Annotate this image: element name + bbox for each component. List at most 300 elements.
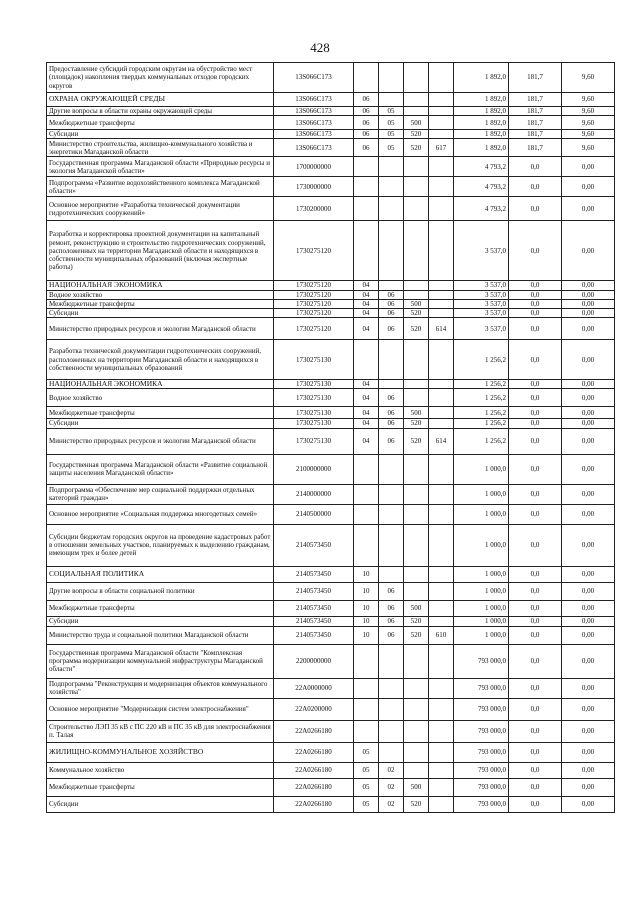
- executed-amount: 0,0: [509, 157, 562, 177]
- expense-type-code: [404, 177, 429, 197]
- expense-type-code: [404, 678, 429, 698]
- executed-amount: 0,0: [509, 177, 562, 197]
- expense-type-code: 520: [404, 626, 429, 644]
- executed-amount: 0,0: [509, 644, 562, 678]
- expense-type-code: [404, 742, 429, 762]
- expense-type-code: 500: [404, 778, 429, 796]
- table-row: [47, 600, 615, 616]
- table-row: [47, 720, 615, 742]
- row-name: Разработка и корректировка проектной документации на капитальный ремонт, реконструкцию и строительство гидротехнических сооружений, расположенных на территории Магаданской области и находящихся в собственности муниципальных образований (включая экспертные работы): [47, 221, 274, 281]
- subsection-code: 02: [379, 778, 404, 796]
- execution-percent: 0,00: [562, 340, 615, 380]
- executed-amount: 181,7: [509, 139, 562, 157]
- administrator-code: [429, 796, 454, 812]
- executed-amount: 0,0: [509, 340, 562, 380]
- approved-amount: 793 000,0: [454, 796, 509, 812]
- execution-percent: 0,00: [562, 197, 615, 221]
- subsection-code: 05: [379, 130, 404, 139]
- row-name: ЖИЛИЩНО-КОММУНАЛЬНОЕ ХОЗЯЙСТВО: [47, 742, 274, 762]
- expense-type-code: 520: [404, 616, 429, 626]
- approved-amount: 1 000,0: [454, 504, 509, 524]
- section-code: [354, 340, 379, 380]
- target-article-code: 1730275130: [274, 407, 354, 419]
- target-article-code: 22A0266180: [274, 742, 354, 762]
- execution-percent: 0,00: [562, 796, 615, 812]
- subsection-code: [379, 197, 404, 221]
- target-article-code: 13S066C173: [274, 139, 354, 157]
- expense-type-code: [404, 281, 429, 290]
- row-name: Субсидии: [47, 130, 274, 139]
- row-name: Основное мероприятие «Разработка технической документации гидротехнических сооружений»: [47, 197, 274, 221]
- expense-type-code: [404, 484, 429, 504]
- administrator-code: [429, 281, 454, 290]
- expense-type-code: [404, 698, 429, 720]
- target-article-code: 22A0266180: [274, 778, 354, 796]
- expense-type-code: [404, 389, 429, 407]
- table-row: [47, 698, 615, 720]
- row-name: Предоставление субсидий городским округам на обустройство мест (площадок) накопления твердых коммунальных отходов городских округов: [47, 63, 274, 93]
- approved-amount: 1 256,2: [454, 407, 509, 419]
- approved-amount: 3 537,0: [454, 309, 509, 318]
- administrator-code: [429, 93, 454, 107]
- execution-percent: 0,00: [562, 221, 615, 281]
- table-row: [47, 644, 615, 678]
- execution-percent: 9,60: [562, 130, 615, 139]
- subsection-code: [379, 504, 404, 524]
- subsection-code: 02: [379, 796, 404, 812]
- table-row: [47, 177, 615, 197]
- administrator-code: 614: [429, 318, 454, 340]
- section-code: 10: [354, 626, 379, 644]
- approved-amount: 1 000,0: [454, 582, 509, 600]
- execution-percent: 9,60: [562, 63, 615, 93]
- execution-percent: 0,00: [562, 290, 615, 299]
- table-row: [47, 389, 615, 407]
- subsection-code: [379, 281, 404, 290]
- target-article-code: 22A0200000: [274, 698, 354, 720]
- expense-type-code: 520: [404, 139, 429, 157]
- approved-amount: 1 256,2: [454, 419, 509, 428]
- execution-percent: 0,00: [562, 742, 615, 762]
- approved-amount: 4 793,2: [454, 197, 509, 221]
- target-article-code: 1730275120: [274, 318, 354, 340]
- execution-percent: 0,00: [562, 281, 615, 290]
- administrator-code: [429, 309, 454, 318]
- approved-amount: 1 892,0: [454, 116, 509, 130]
- target-article-code: 1730275120: [274, 309, 354, 318]
- section-code: 06: [354, 130, 379, 139]
- table-row: [47, 566, 615, 582]
- row-name: Другие вопросы в области социальной политики: [47, 582, 274, 600]
- expense-type-code: [404, 762, 429, 778]
- table-row: [47, 107, 615, 116]
- execution-percent: 0,00: [562, 600, 615, 616]
- execution-percent: 0,00: [562, 309, 615, 318]
- table-row: [47, 318, 615, 340]
- row-name: НАЦИОНАЛЬНАЯ ЭКОНОМИКА: [47, 281, 274, 290]
- executed-amount: 181,7: [509, 107, 562, 116]
- administrator-code: [429, 340, 454, 380]
- executed-amount: 0,0: [509, 389, 562, 407]
- section-code: [354, 484, 379, 504]
- executed-amount: 0,0: [509, 566, 562, 582]
- executed-amount: 0,0: [509, 221, 562, 281]
- subsection-code: [379, 644, 404, 678]
- executed-amount: 0,0: [509, 720, 562, 742]
- expense-type-code: 500: [404, 116, 429, 130]
- administrator-code: [429, 720, 454, 742]
- target-article-code: 1730275120: [274, 281, 354, 290]
- section-code: 10: [354, 566, 379, 582]
- approved-amount: 3 537,0: [454, 221, 509, 281]
- target-article-code: 1730275130: [274, 419, 354, 428]
- row-name: Субсидии бюджетам городских округов на проведение кадастровых работ в отношении земельных участков, планируемых к выделению гражданам, имеющим трех и более детей: [47, 524, 274, 566]
- row-name: Водное хозяйство: [47, 290, 274, 299]
- expense-type-code: [404, 63, 429, 93]
- administrator-code: [429, 742, 454, 762]
- executed-amount: 0,0: [509, 796, 562, 812]
- subsection-code: [379, 720, 404, 742]
- target-article-code: 22A0266180: [274, 796, 354, 812]
- table-row: [47, 778, 615, 796]
- section-code: [354, 177, 379, 197]
- administrator-code: [429, 644, 454, 678]
- section-code: 04: [354, 407, 379, 419]
- approved-amount: 1 892,0: [454, 63, 509, 93]
- expense-type-code: [404, 644, 429, 678]
- executed-amount: 0,0: [509, 380, 562, 389]
- administrator-code: [429, 762, 454, 778]
- administrator-code: [429, 407, 454, 419]
- approved-amount: 1 892,0: [454, 139, 509, 157]
- execution-percent: 0,00: [562, 720, 615, 742]
- subsection-code: [379, 221, 404, 281]
- approved-amount: 3 537,0: [454, 318, 509, 340]
- table-row: [47, 93, 615, 107]
- table-row: [47, 678, 615, 698]
- expense-type-code: [404, 566, 429, 582]
- row-name: Коммунальное хозяйство: [47, 762, 274, 778]
- administrator-code: [429, 63, 454, 93]
- execution-percent: 0,00: [562, 582, 615, 600]
- approved-amount: 1 000,0: [454, 566, 509, 582]
- subsection-code: 06: [379, 407, 404, 419]
- table-row: [47, 380, 615, 389]
- expense-type-code: [404, 221, 429, 281]
- expense-type-code: 500: [404, 407, 429, 419]
- row-name: Государственная программа Магаданской области «Развитие социальной защиты населения Магаданской области»: [47, 454, 274, 484]
- row-name: Межбюджетные трансферты: [47, 116, 274, 130]
- subsection-code: [379, 678, 404, 698]
- expense-type-code: [404, 454, 429, 484]
- table-row: [47, 197, 615, 221]
- subsection-code: [379, 454, 404, 484]
- approved-amount: 793 000,0: [454, 778, 509, 796]
- subsection-code: 02: [379, 762, 404, 778]
- administrator-code: [429, 454, 454, 484]
- table-row: [47, 116, 615, 130]
- row-name: Межбюджетные трансферты: [47, 299, 274, 308]
- target-article-code: 13S066C173: [274, 116, 354, 130]
- section-code: [354, 524, 379, 566]
- expense-type-code: [404, 290, 429, 299]
- executed-amount: 0,0: [509, 524, 562, 566]
- execution-percent: 0,00: [562, 428, 615, 454]
- section-code: [354, 698, 379, 720]
- administrator-code: 614: [429, 428, 454, 454]
- table-row: [47, 484, 615, 504]
- section-code: 04: [354, 299, 379, 308]
- administrator-code: [429, 698, 454, 720]
- expense-type-code: 520: [404, 318, 429, 340]
- section-code: [354, 197, 379, 221]
- row-name: Субсидии: [47, 419, 274, 428]
- executed-amount: 181,7: [509, 130, 562, 139]
- subsection-code: 06: [379, 389, 404, 407]
- target-article-code: 1730275120: [274, 290, 354, 299]
- expense-type-code: [404, 93, 429, 107]
- target-article-code: 1730275120: [274, 299, 354, 308]
- executed-amount: 0,0: [509, 600, 562, 616]
- administrator-code: [429, 484, 454, 504]
- administrator-code: [429, 197, 454, 221]
- execution-percent: 0,00: [562, 299, 615, 308]
- administrator-code: [429, 419, 454, 428]
- execution-percent: 0,00: [562, 566, 615, 582]
- row-name: Межбюджетные трансферты: [47, 600, 274, 616]
- administrator-code: [429, 290, 454, 299]
- subsection-code: [379, 63, 404, 93]
- row-name: Строительство ЛЭП 35 кВ с ПС 220 кВ и ПС 35 кВ для электроснабжения п. Талая: [47, 720, 274, 742]
- target-article-code: 2200000000: [274, 644, 354, 678]
- approved-amount: 793 000,0: [454, 762, 509, 778]
- subsection-code: [379, 93, 404, 107]
- subsection-code: [379, 380, 404, 389]
- subsection-code: 06: [379, 309, 404, 318]
- subsection-code: 05: [379, 139, 404, 157]
- table-row: [47, 419, 615, 428]
- administrator-code: [429, 600, 454, 616]
- expense-type-code: 520: [404, 130, 429, 139]
- table-row: [47, 221, 615, 281]
- execution-percent: 9,60: [562, 107, 615, 116]
- execution-percent: 0,00: [562, 626, 615, 644]
- executed-amount: 181,7: [509, 93, 562, 107]
- subsection-code: 06: [379, 419, 404, 428]
- executed-amount: 0,0: [509, 504, 562, 524]
- administrator-code: [429, 380, 454, 389]
- table-row: [47, 742, 615, 762]
- target-article-code: 1730275120: [274, 221, 354, 281]
- section-code: 04: [354, 281, 379, 290]
- row-name: Межбюджетные трансферты: [47, 407, 274, 419]
- table-body: [47, 63, 615, 813]
- row-name: Другие вопросы в области охраны окружающей среды: [47, 107, 274, 116]
- executed-amount: 0,0: [509, 762, 562, 778]
- target-article-code: 1730000000: [274, 177, 354, 197]
- table-row: [47, 157, 615, 177]
- subsection-code: [379, 340, 404, 380]
- executed-amount: 181,7: [509, 63, 562, 93]
- administrator-code: [429, 524, 454, 566]
- target-article-code: 2140573450: [274, 582, 354, 600]
- target-article-code: 1730275130: [274, 340, 354, 380]
- row-name: Основное мероприятие «Социальная поддержка многодетных семей»: [47, 504, 274, 524]
- section-code: 04: [354, 389, 379, 407]
- execution-percent: 9,60: [562, 93, 615, 107]
- executed-amount: 0,0: [509, 678, 562, 698]
- target-article-code: 13S066C173: [274, 93, 354, 107]
- expense-type-code: [404, 157, 429, 177]
- approved-amount: 793 000,0: [454, 644, 509, 678]
- target-article-code: 22A0266180: [274, 720, 354, 742]
- table-row: [47, 428, 615, 454]
- section-code: 04: [354, 419, 379, 428]
- approved-amount: 1 256,2: [454, 380, 509, 389]
- row-name: ОХРАНА ОКРУЖАЮЩЕЙ СРЕДЫ: [47, 93, 274, 107]
- approved-amount: 3 537,0: [454, 281, 509, 290]
- administrator-code: [429, 678, 454, 698]
- execution-percent: 0,00: [562, 778, 615, 796]
- table-row: [47, 524, 615, 566]
- section-code: 04: [354, 290, 379, 299]
- execution-percent: 0,00: [562, 157, 615, 177]
- executed-amount: 0,0: [509, 582, 562, 600]
- administrator-code: [429, 582, 454, 600]
- approved-amount: 3 537,0: [454, 299, 509, 308]
- row-name: Разработка технической документации гидротехнических сооружений, расположенных на территории Магаданской области и находящихся в собственности муниципальных образований: [47, 340, 274, 380]
- subsection-code: [379, 157, 404, 177]
- approved-amount: 4 793,2: [454, 177, 509, 197]
- row-name: Подпрограмма "Реконструкция и модернизация объектов коммунального хозяйства": [47, 678, 274, 698]
- execution-percent: 0,00: [562, 389, 615, 407]
- subsection-code: [379, 484, 404, 504]
- table-row: [47, 626, 615, 644]
- target-article-code: 13S066C173: [274, 107, 354, 116]
- section-code: [354, 221, 379, 281]
- row-name: Государственная программа Магаданской области «Природные ресурсы и экология Магаданской области»: [47, 157, 274, 177]
- executed-amount: 0,0: [509, 281, 562, 290]
- executed-amount: 0,0: [509, 290, 562, 299]
- execution-percent: 0,00: [562, 762, 615, 778]
- approved-amount: 1 892,0: [454, 93, 509, 107]
- subsection-code: [379, 177, 404, 197]
- subsection-code: 06: [379, 616, 404, 626]
- subsection-code: 06: [379, 299, 404, 308]
- section-code: 04: [354, 428, 379, 454]
- target-article-code: 2140500000: [274, 504, 354, 524]
- expense-type-code: 520: [404, 419, 429, 428]
- approved-amount: 1 000,0: [454, 484, 509, 504]
- executed-amount: 0,0: [509, 616, 562, 626]
- execution-percent: 0,00: [562, 678, 615, 698]
- subsection-code: [379, 566, 404, 582]
- section-code: 05: [354, 796, 379, 812]
- expense-type-code: 520: [404, 796, 429, 812]
- administrator-code: [429, 177, 454, 197]
- administrator-code: [429, 389, 454, 407]
- table-row: [47, 130, 615, 139]
- expense-type-code: 520: [404, 309, 429, 318]
- row-name: Министерство природных ресурсов и экологии Магаданской области: [47, 318, 274, 340]
- approved-amount: 793 000,0: [454, 720, 509, 742]
- expense-type-code: [404, 340, 429, 380]
- table-row: [47, 407, 615, 419]
- subsection-code: [379, 524, 404, 566]
- section-code: 10: [354, 616, 379, 626]
- table-row: [47, 504, 615, 524]
- execution-percent: 0,00: [562, 318, 615, 340]
- execution-percent: 0,00: [562, 484, 615, 504]
- target-article-code: 2140573450: [274, 566, 354, 582]
- target-article-code: 2140573450: [274, 626, 354, 644]
- execution-percent: 0,00: [562, 380, 615, 389]
- table-row: [47, 281, 615, 290]
- administrator-code: [429, 566, 454, 582]
- row-name: Министерство природных ресурсов и экологии Магаданской области: [47, 428, 274, 454]
- row-name: Водное хозяйство: [47, 389, 274, 407]
- row-name: НАЦИОНАЛЬНАЯ ЭКОНОМИКА: [47, 380, 274, 389]
- section-code: 05: [354, 778, 379, 796]
- execution-percent: 9,60: [562, 116, 615, 130]
- approved-amount: 793 000,0: [454, 698, 509, 720]
- administrator-code: 617: [429, 139, 454, 157]
- target-article-code: 1730275130: [274, 428, 354, 454]
- table-row: [47, 582, 615, 600]
- administrator-code: [429, 504, 454, 524]
- administrator-code: [429, 778, 454, 796]
- execution-percent: 0,00: [562, 177, 615, 197]
- target-article-code: 22A0266180: [274, 762, 354, 778]
- section-code: 06: [354, 107, 379, 116]
- execution-percent: 0,00: [562, 407, 615, 419]
- section-code: 04: [354, 309, 379, 318]
- section-code: 10: [354, 600, 379, 616]
- target-article-code: 2140573450: [274, 524, 354, 566]
- row-name: Министерство труда и социальной политики Магаданской области: [47, 626, 274, 644]
- section-code: 04: [354, 380, 379, 389]
- section-code: 06: [354, 139, 379, 157]
- approved-amount: 1 256,2: [454, 428, 509, 454]
- section-code: 05: [354, 742, 379, 762]
- executed-amount: 0,0: [509, 299, 562, 308]
- row-name: Основное мероприятие "Модернизация систем электроснабжения": [47, 698, 274, 720]
- execution-percent: 9,60: [562, 139, 615, 157]
- expense-type-code: [404, 107, 429, 116]
- executed-amount: 0,0: [509, 428, 562, 454]
- section-code: [354, 504, 379, 524]
- approved-amount: 1 000,0: [454, 454, 509, 484]
- subsection-code: [379, 742, 404, 762]
- expense-type-code: [404, 380, 429, 389]
- approved-amount: 1 000,0: [454, 600, 509, 616]
- row-name: Министерство строительства, жилищно-коммунального хозяйства и энергетики Магаданской области: [47, 139, 274, 157]
- administrator-code: [429, 221, 454, 281]
- approved-amount: 3 537,0: [454, 290, 509, 299]
- section-code: [354, 720, 379, 742]
- executed-amount: 0,0: [509, 419, 562, 428]
- target-article-code: 13S066C173: [274, 63, 354, 93]
- executed-amount: 0,0: [509, 197, 562, 221]
- approved-amount: 1 892,0: [454, 130, 509, 139]
- executed-amount: 181,7: [509, 116, 562, 130]
- approved-amount: 1 256,2: [454, 389, 509, 407]
- target-article-code: 1730275130: [274, 389, 354, 407]
- row-name: Государственная программа Магаданской области "Комплексная программа модернизации коммунальной инфраструктуры Магаданской области": [47, 644, 274, 678]
- row-name: Подпрограмма «Обеспечение мер социальной поддержки отдельных категорий граждан»: [47, 484, 274, 504]
- section-code: [354, 63, 379, 93]
- subsection-code: 05: [379, 107, 404, 116]
